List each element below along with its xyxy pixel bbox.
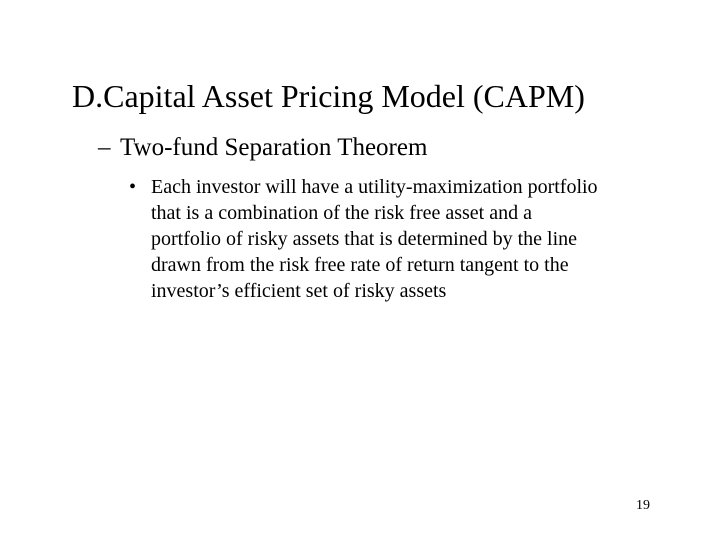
- subheading-text: Two-fund Separation Theorem: [120, 134, 428, 161]
- bullet-line-3: portfolio of risky assets that is determined by the line: [151, 228, 578, 250]
- bullet-point: [129, 174, 699, 304]
- bullet-line-4: drawn from the risk free rate of return tangent to the: [151, 254, 569, 276]
- bullet-line-2: that is a combination of the risk free asset and a: [151, 202, 532, 224]
- bullet-marker: •: [129, 176, 137, 198]
- page-number: 19: [636, 498, 650, 513]
- dash-marker: –: [98, 134, 111, 161]
- slide-title: D.Capital Asset Pricing Model (CAPM): [72, 78, 585, 114]
- subheading: [98, 131, 427, 165]
- bullet-line-1: Each investor will have a utility-maximization portfolio: [151, 176, 598, 198]
- bullet-line-5: investor’s efficient set of risky assets: [151, 280, 447, 302]
